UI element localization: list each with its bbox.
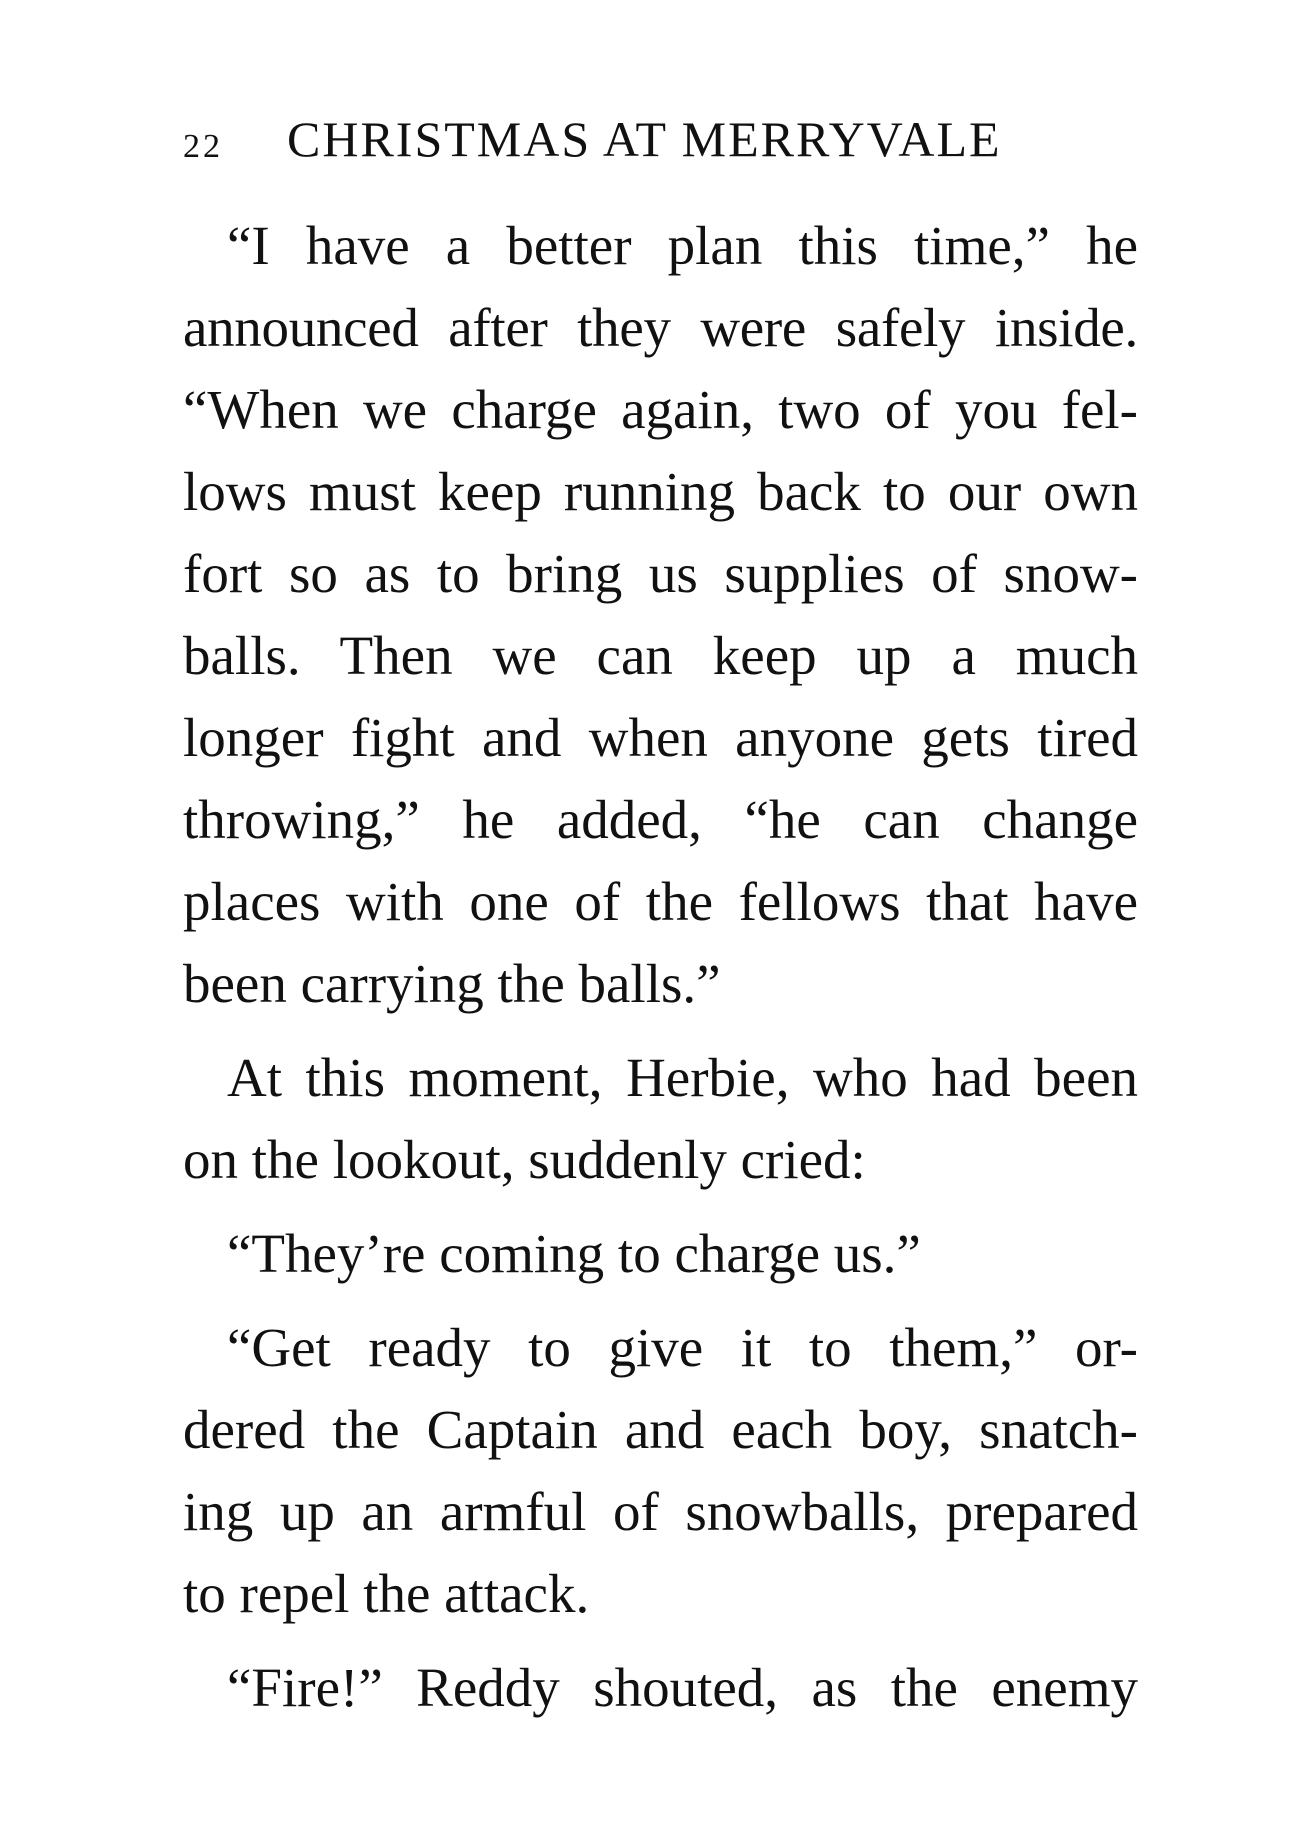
- text-line: longer fight and when anyone gets tired: [183, 707, 1138, 768]
- text-line: places with one of the fellows that have: [183, 871, 1138, 932]
- text-line: “Get ready to give it to them,” or-: [227, 1317, 1138, 1378]
- text-line: throwing,” he added, “he can change: [183, 789, 1138, 850]
- running-title: CHRISTMAS AT MERRYVALE: [287, 111, 1002, 167]
- text-line: “Fire!” Reddy shouted, as the enemy: [227, 1657, 1138, 1718]
- text-line: “When we charge again, two of you fel-: [183, 379, 1138, 440]
- text-line: ing up an armful of snowballs, prepared: [183, 1481, 1138, 1542]
- page-header: [183, 110, 1043, 170]
- text-line: fort so as to bring us supplies of snow-: [183, 543, 1138, 604]
- text-line: balls. Then we can keep up a much: [183, 625, 1138, 686]
- text-line: been carrying the balls.”: [183, 953, 721, 1014]
- text-line: on the lookout, suddenly cried:: [183, 1129, 866, 1190]
- body-text: [183, 205, 1138, 1729]
- page-number: 22: [183, 128, 223, 165]
- text-line: to repel the attack.: [183, 1563, 590, 1624]
- text-line: announced after they were safely inside.: [183, 297, 1138, 358]
- text-line: “They’re coming to charge us.”: [227, 1223, 921, 1284]
- text-line: lows must keep running back to our own: [183, 461, 1138, 522]
- text-line: At this moment, Herbie, who had been: [227, 1047, 1138, 1108]
- text-line: “I have a better plan this time,” he: [227, 215, 1138, 276]
- text-line: dered the Captain and each boy, snatch-: [183, 1399, 1138, 1460]
